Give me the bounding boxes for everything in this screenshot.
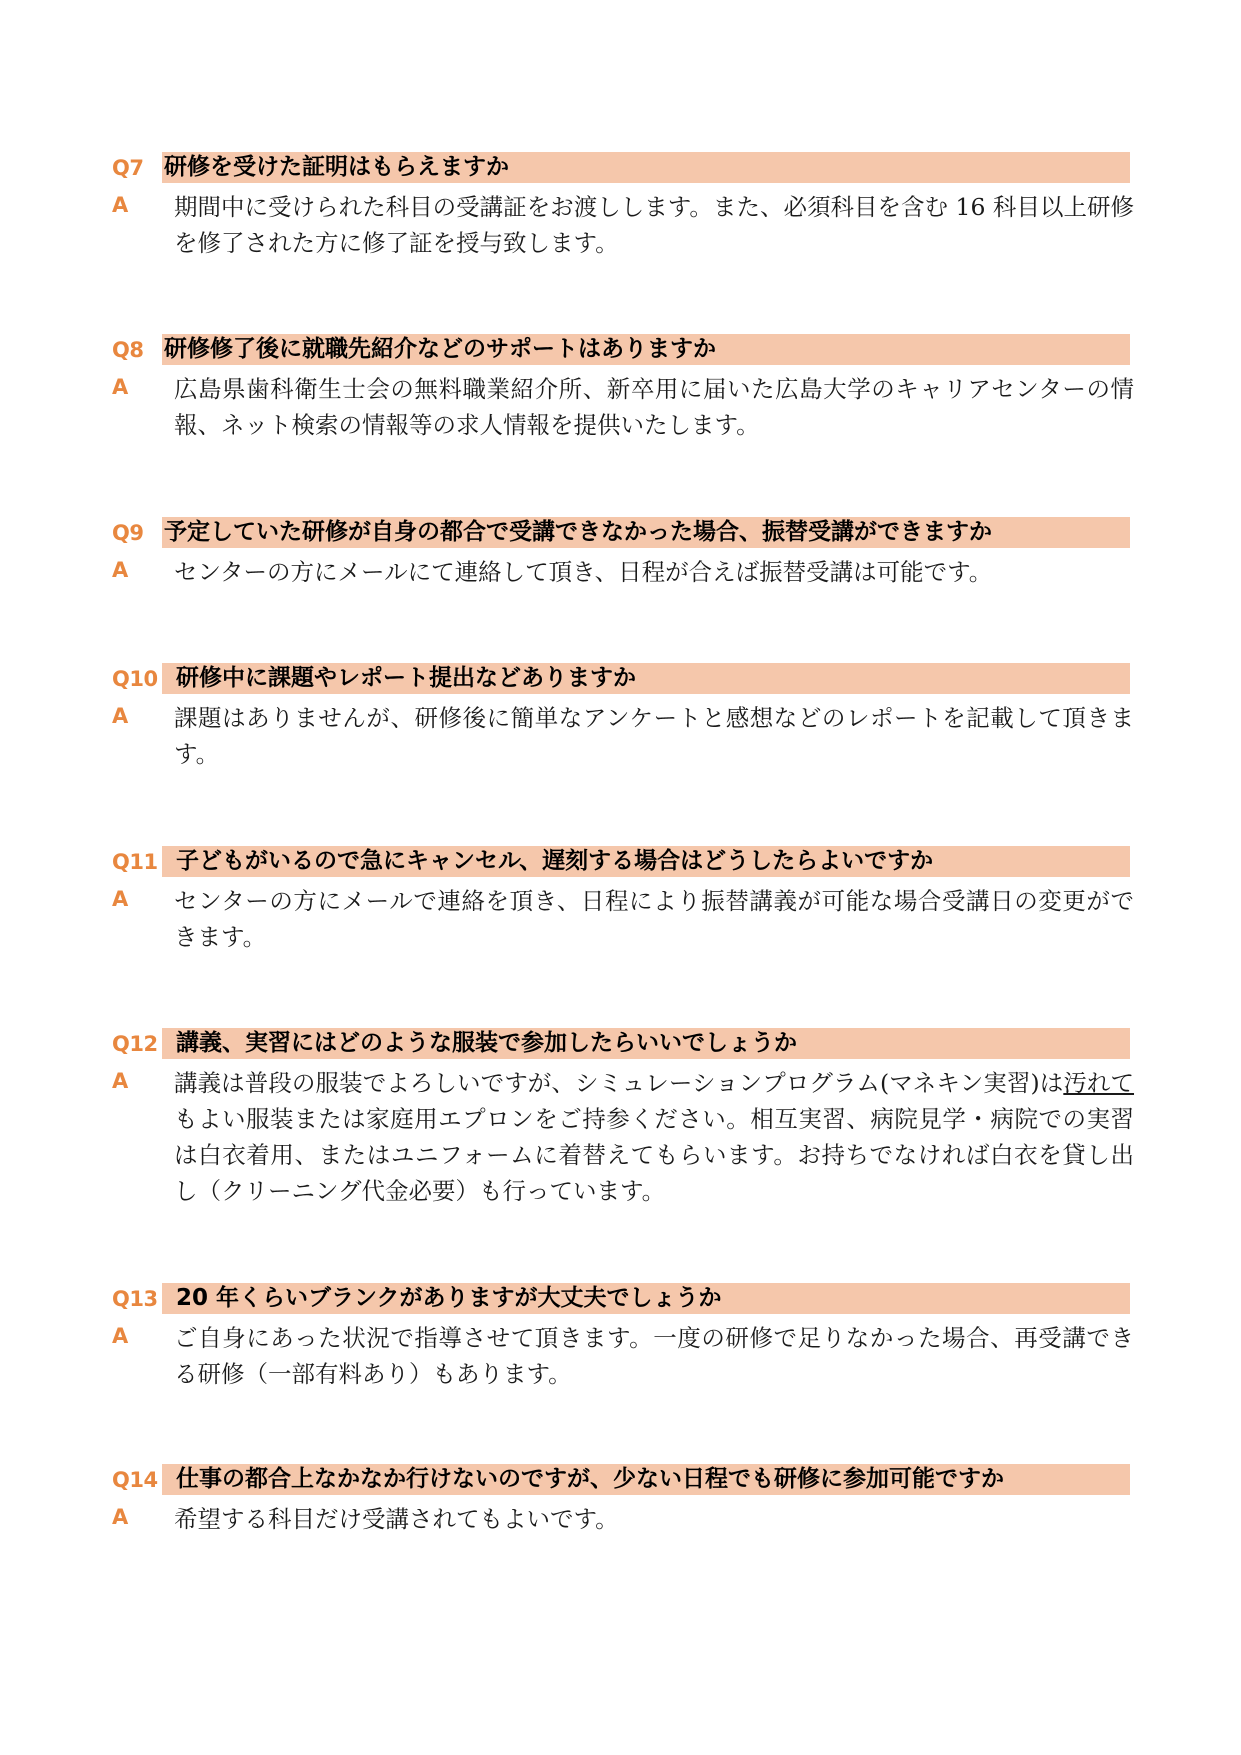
question-label: Q7	[112, 156, 144, 180]
question-label: Q13	[112, 1287, 158, 1311]
question-text: 研修中に課題やレポート提出などありますか	[176, 665, 636, 691]
answer-text	[174, 1065, 1134, 1209]
question-text: 20 年くらいブランクがありますが大丈夫でしょうか	[176, 1285, 722, 1311]
answer-label: A	[112, 887, 129, 911]
answer-text: 広島県歯科衛生士会の無料職業紹介所、新卒用に届いた広島大学のキャリアセンターの情報、ネット検索の情報等の求人情報を提供いたします。	[174, 375, 1134, 439]
answer-text-part: もよい服装または家庭用エプロンをご持参ください。相互実習、病院見学・病院での実習は白衣着用、またはユニフォームに着替えてもらいます。お持ちでなければ白衣を貸し出し（クリーニング代金必要）も行っています。	[174, 1105, 1134, 1205]
question-label: Q12	[112, 1032, 158, 1056]
answer-text: センターの方にメールにて連絡して頂き、日程が合えば振替受講は可能です。	[174, 558, 993, 586]
answer-label: A	[112, 375, 129, 399]
question-label: Q8	[112, 338, 144, 362]
answer-text: センターの方にメールで連絡を頂き、日程により振替講義が可能な場合受講日の変更ができます。	[174, 887, 1134, 951]
answer-label: A	[112, 1505, 129, 1529]
answer-underlined-text: 汚れて	[1063, 1069, 1135, 1097]
answer-label: A	[112, 558, 129, 582]
question-label: Q11	[112, 850, 158, 874]
question-label: Q10	[112, 667, 158, 691]
answer-text-part: 講義は普段の服装でよろしいですが、シミュレーションプログラム(マネキン実習)は	[174, 1069, 1064, 1097]
answer-text: ご自身にあった状況で指導させて頂きます。一度の研修で足りなかった場合、再受講できる研修（一部有料あり）もあります。	[174, 1324, 1134, 1388]
question-text: 予定していた研修が自身の都合で受講できなかった場合、振替受講ができますか	[164, 519, 992, 545]
question-text: 研修修了後に就職先紹介などのサポートはありますか	[164, 336, 716, 362]
question-label: Q14	[112, 1468, 158, 1492]
answer-text: 期間中に受けられた科目の受講証をお渡しします。また、必須科目を含む 16 科目以上研修を修了された方に修了証を授与致します。	[174, 193, 1134, 257]
answer-label: A	[112, 1324, 129, 1348]
question-text: 研修を受けた証明はもらえますか	[164, 154, 509, 180]
question-text: 仕事の都合上なかなか行けないのですが、少ない日程でも研修に参加可能ですか	[176, 1466, 1004, 1492]
question-label: Q9	[112, 521, 144, 545]
question-text: 講義、実習にはどのような服装で参加したらいいでしょうか	[176, 1030, 797, 1056]
answer-label: A	[112, 1069, 129, 1093]
answer-text: 課題はありませんが、研修後に簡単なアンケートと感想などのレポートを記載して頂きます。	[174, 704, 1134, 768]
answer-label: A	[112, 193, 129, 217]
answer-label: A	[112, 704, 129, 728]
question-text: 子どもがいるので急にキャンセル、遅刻する場合はどうしたらよいですか	[176, 848, 934, 874]
answer-text: 希望する科目だけ受講されてもよいです。	[174, 1505, 619, 1533]
